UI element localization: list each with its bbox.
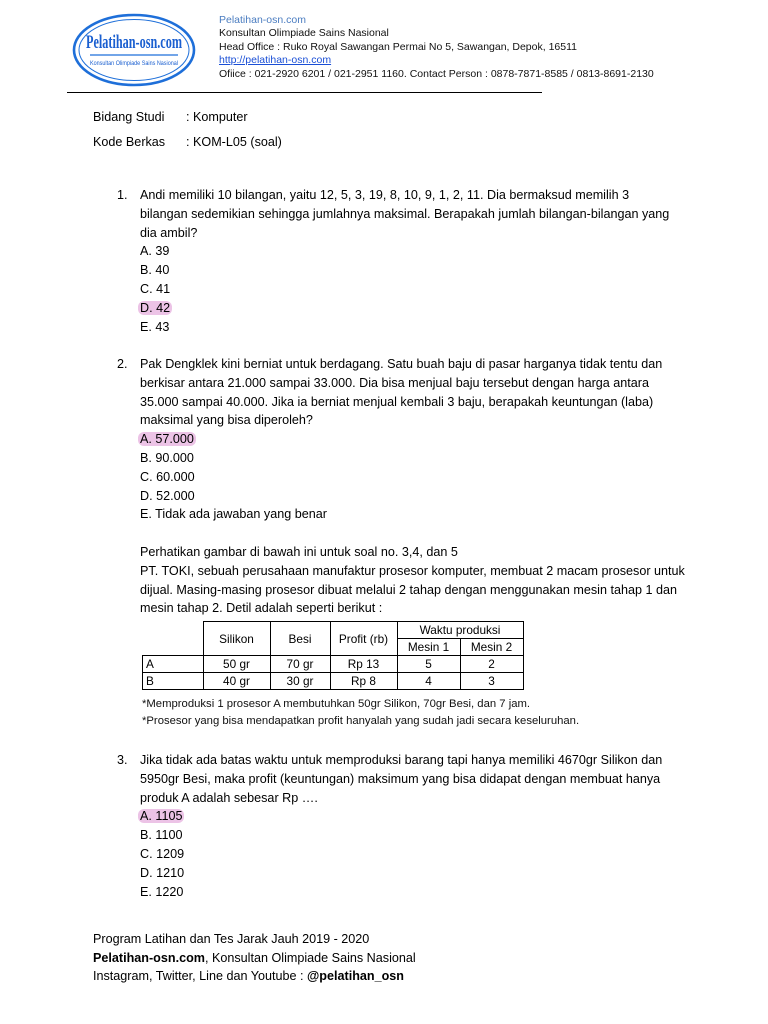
problem-intro-line1: Perhatikan gambar di bawah ini untuk soal no. 3,4, dan 5 <box>140 545 458 559</box>
subject-label: Bidang Studi <box>93 110 165 124</box>
question-2-option-a <box>140 430 680 449</box>
question-1-option-b: B. 40 <box>140 263 170 278</box>
question-2-option-d: D. 52.000 <box>140 488 195 503</box>
question-2-option-c: C. 60.000 <box>140 469 195 484</box>
header-office: Ofiice : 021-2920 6201 / 021-2951 1160. Contact Person : 0878-7871-8585 / 0813-8691-2130 <box>219 67 654 80</box>
question-3-option-b: B. 1100 <box>140 828 183 843</box>
problem-intro <box>140 543 695 618</box>
question-1-number: 1. <box>117 188 128 202</box>
header-site: Pelatihan-osn.com <box>219 14 306 26</box>
table-note-1: *Memproduksi 1 prosesor A membutuhkan 50gr Silikon, 70gr Besi, dan 7 jam. <box>142 698 531 710</box>
row-a-name: A <box>143 656 204 673</box>
question-3-option-c: C. 1209 <box>140 846 185 861</box>
footer-handle: @pelatihan_osn <box>307 969 404 983</box>
production-table <box>142 621 524 690</box>
problem-intro-description: PT. TOKI, sebuah perusahaan manufaktur prosesor komputer, membuat 2 macam prosesor untuk dijual. Masing-masing prosesor dibuat melalui 2 tahap dengan menggunakan mesin tahap 1 dan mesin tahap 2. Detil adalah seperti berikut : <box>140 563 685 616</box>
question-3-option-a <box>140 807 680 826</box>
question-1-option-a: A. 39 <box>140 244 170 259</box>
header-mesin-2: Mesin 2 <box>460 639 523 656</box>
footer-site: Pelatihan-osn.com <box>93 950 205 965</box>
question-1-option-d <box>140 299 680 318</box>
row-b-name: B <box>143 673 204 690</box>
row-a-besi: 70 gr <box>270 656 330 673</box>
logo <box>72 12 196 88</box>
code-value: : KOM-L05 (soal) <box>186 135 282 149</box>
table-note-2: *Prosesor yang bisa mendapatkan profit hanyalah yang sudah jadi secara keseluruhan. <box>142 715 580 727</box>
row-b-besi: 30 gr <box>270 673 330 690</box>
row-a-silikon: 50 gr <box>203 656 270 673</box>
row-a-profit: Rp 13 <box>330 656 397 673</box>
question-3-option-e: E. 1220 <box>140 884 184 899</box>
question-2-option-b: B. 90.000 <box>140 450 194 465</box>
row-b-mesin-1: 4 <box>397 673 460 690</box>
row-a-mesin-2: 2 <box>460 656 523 673</box>
header-info <box>219 14 654 81</box>
logo-title: Pelatihan-osn.com <box>86 32 183 53</box>
question-3-number: 3. <box>117 753 128 767</box>
question-2-number: 2. <box>117 357 128 371</box>
question-1-option-e: E. 43 <box>140 319 170 334</box>
subject-value: : Komputer <box>186 110 248 124</box>
question-1-option-c: C. 41 <box>140 281 171 296</box>
header-divider <box>67 92 542 93</box>
row-b-profit: Rp 8 <box>330 673 397 690</box>
document-meta <box>93 105 282 155</box>
header-mesin-1: Mesin 1 <box>397 639 460 656</box>
logo-graphic <box>72 12 196 88</box>
highlighted-answer: A. 1105 <box>140 809 183 824</box>
question-2-option-e: E. Tidak ada jawaban yang benar <box>140 507 327 522</box>
footer-program: Program Latihan dan Tes Jarak Jauh 2019 - 2020 <box>93 932 370 946</box>
footer-org: Pelatihan-osn.com, Konsultan Olimpiade Sains Nasional <box>93 950 416 965</box>
question-2-text: Pak Dengklek kini berniat untuk berdagang. Satu buah baju di pasar harganya tidak tentu dan berkisar antara 21.000 sampai 33.000. Dia bisa menjual baju tersebut dengan harga antara 35.000 sampai 40.000. Jika ia berniat menjual kembali 3 baju, berapakah keuntungan (laba) maksimal yang bisa diperoleh? <box>140 357 663 428</box>
logo-subtitle: Konsultan Olimpiade Sains Nasional <box>90 60 178 67</box>
header-besi: Besi <box>270 622 330 656</box>
header-org: Konsultan Olimpiade Sains Nasional <box>219 27 389 40</box>
header-head-office: Head Office : Ruko Royal Sawangan Permai No 5, Sawangan, Depok, 16511 <box>219 40 577 53</box>
question-3-option-d: D. 1210 <box>140 865 185 880</box>
header-url-link[interactable]: http://pelatihan-osn.com <box>219 54 332 67</box>
footer <box>93 930 416 986</box>
row-b-silikon: 40 gr <box>203 673 270 690</box>
highlighted-answer: D. 42 <box>140 300 171 315</box>
highlighted-answer: A. 57.000 <box>140 432 194 447</box>
header-profit: Profit (rb) <box>330 622 397 656</box>
question-1-text: Andi memiliki 10 bilangan, yaitu 12, 5, 3, 19, 8, 10, 9, 1, 2, 11. Dia bermaksud memilih 3 bilangan sedemikian sehingga jumlahnya maksimal. Berapakah jumlah bilangan-bilangan yang dia ambil? <box>140 188 670 240</box>
table-row <box>143 673 524 690</box>
code-label: Kode Berkas <box>93 135 166 149</box>
header-silikon: Silikon <box>203 622 270 656</box>
question-3-text: Jika tidak ada batas waktu untuk memproduksi barang tapi hanya memiliki 4670gr Silikon dan 5950gr Besi, maka profit (keuntungan) maksimum yang bisa didapat dengan membuat hanya produk A adalah sebesar Rp …. <box>140 753 663 805</box>
table-notes <box>142 696 579 730</box>
row-a-mesin-1: 5 <box>397 656 460 673</box>
table-row <box>143 656 524 673</box>
footer-social: Instagram, Twitter, Line dan Youtube : @pelatihan_osn <box>93 969 404 983</box>
row-b-mesin-2: 3 <box>460 673 523 690</box>
table-corner <box>143 622 204 656</box>
header-waktu-produksi: Waktu produksi <box>397 622 523 639</box>
